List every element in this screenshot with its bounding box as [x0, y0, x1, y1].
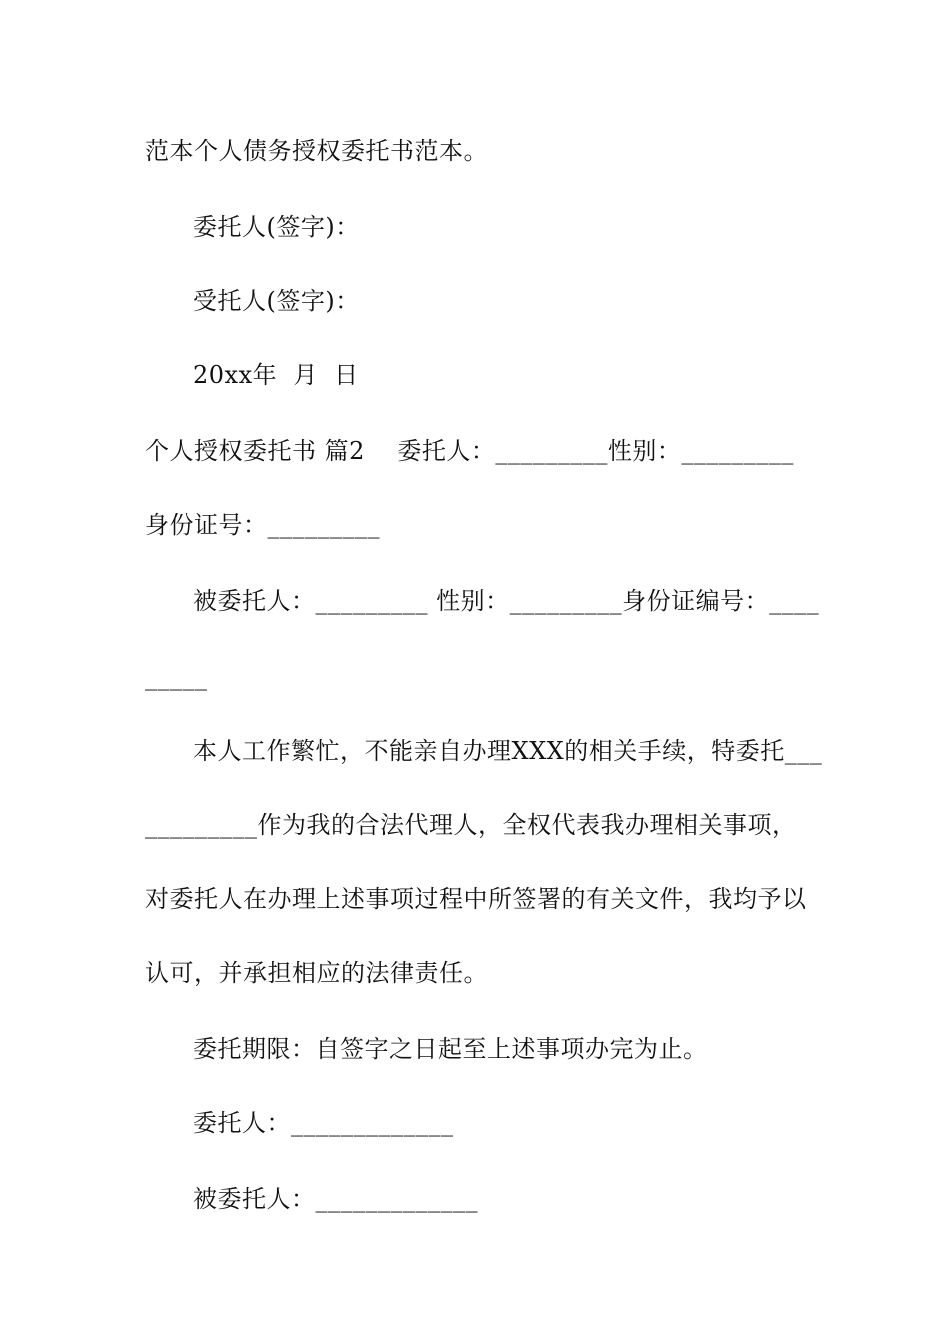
body-paragraph-line-4: 认可，并承担相应的法律责任。	[145, 959, 488, 987]
agent-info-line-continued: _____	[145, 663, 208, 691]
date-line: 20xx年 月 日	[193, 361, 359, 389]
agent-info-line: 被委托人：_________ 性别：_________身份证编号：____	[193, 587, 820, 615]
term-line: 委托期限：自签字之日起至上述事项办完为止。	[193, 1035, 708, 1063]
body-paragraph-line-1: 本人工作繁忙，不能亲自办理XXX的相关手续，特委托___	[193, 737, 823, 765]
body-paragraph-line-2: _________作为我的合法代理人，全权代表我办理相关事项，	[145, 811, 797, 839]
agent-line: 被委托人：_____________	[193, 1185, 478, 1213]
principal-signature-line: 委托人(签字)：	[193, 213, 360, 241]
section-title-principal-line: 个人授权委托书 篇2 委托人：_________性别：_________	[145, 437, 794, 465]
principal-line: 委托人：_____________	[193, 1109, 454, 1137]
body-paragraph-line-3: 对委托人在办理上述事项过程中所签署的有关文件，我均予以	[145, 885, 807, 913]
agent-signature-line: 受托人(签字)：	[193, 287, 360, 315]
id-number-line: 身份证号：_________	[145, 511, 380, 539]
paragraph-heading-sample: 范本个人债务授权委托书范本。	[145, 137, 488, 165]
